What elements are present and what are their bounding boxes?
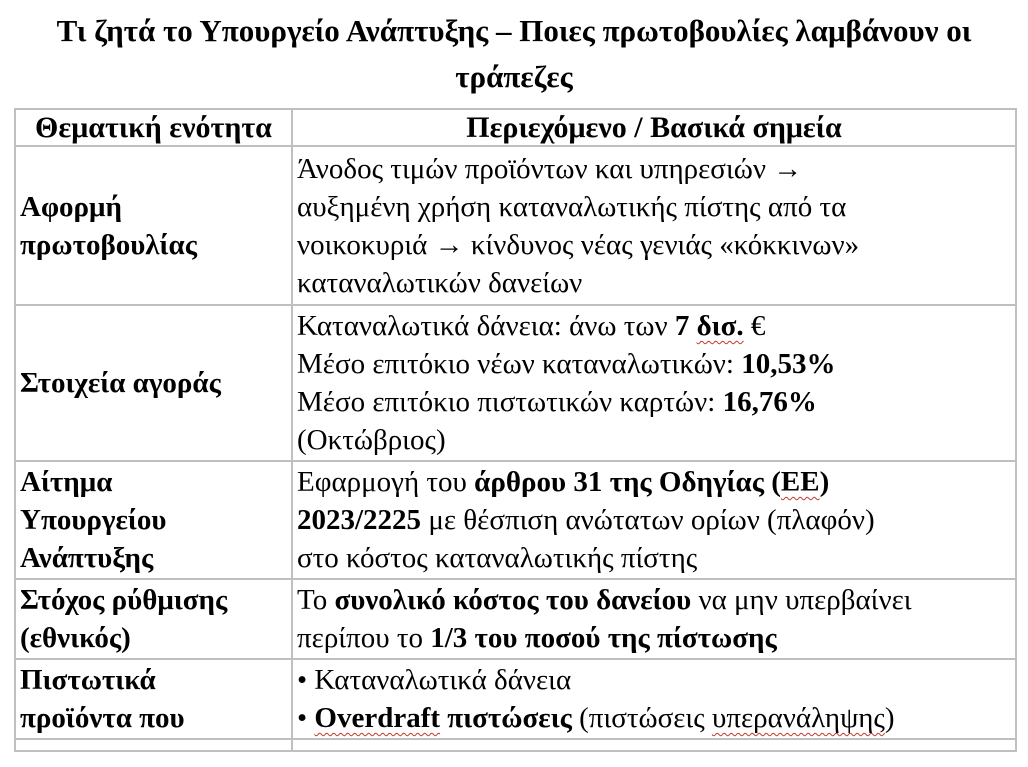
column-header-content: Περιεχόμενο / Βασικά σημεία — [292, 109, 1016, 146]
topic-cell — [15, 579, 292, 659]
table-row — [15, 461, 1016, 579]
table-header-row — [15, 109, 1016, 146]
text-segment: ) — [819, 466, 830, 498]
content-line — [297, 264, 1011, 302]
topic-cell — [15, 305, 292, 461]
content-line — [297, 539, 1011, 577]
text-segment: με θέσπιση ανώτατων ορίων (πλαφόν) — [421, 504, 875, 536]
text-segment: περίπου το — [297, 622, 431, 654]
topic-line: Στοιχεία αγοράς — [20, 367, 221, 399]
table-row — [15, 305, 1016, 461]
content-line — [297, 501, 1011, 539]
text-segment: ΕΕ — [780, 466, 820, 498]
content-line — [297, 661, 1011, 699]
content-cell — [292, 739, 1016, 751]
table-row — [15, 739, 1016, 751]
text-segment: 1/3 του ποσού της πίστωσης — [430, 622, 777, 654]
topic-cell — [15, 739, 292, 751]
text-segment: να μην υπερβαίνει — [691, 584, 912, 616]
topic-line: Πιστωτικά — [20, 664, 156, 696]
column-header-topic: Θεματική ενότητα — [15, 109, 292, 146]
topic-line: Αίτημα — [20, 466, 113, 498]
text-segment: Άνοδος τιμών προϊόντων και υπηρεσιών → — [297, 152, 803, 185]
text-segment: 16,76% — [722, 386, 817, 418]
topic-line: προϊόντα που — [20, 702, 185, 734]
topic-line: Στόχος ρύθμισης — [20, 584, 228, 616]
text-segment: άρθρου 31 της Οδηγίας ( — [474, 466, 781, 498]
content-cell — [292, 305, 1016, 461]
content-line — [297, 463, 1011, 501]
text-segment: € — [743, 310, 766, 342]
text-segment: Καταναλωτικά δάνεια: άνω των — [297, 310, 675, 342]
content-line — [297, 383, 1011, 421]
text-segment: καταναλωτικών δανείων — [297, 266, 583, 299]
text-segment: υπερανάληψης — [711, 702, 885, 734]
text-segment: Το — [297, 584, 335, 616]
document-body — [0, 8, 1028, 752]
text-segment: (Οκτώβριος) — [297, 424, 446, 456]
content-line — [297, 699, 1011, 737]
summary-table — [14, 108, 1017, 752]
table-row — [15, 579, 1016, 659]
content-cell — [292, 579, 1016, 659]
topic-line: πρωτοβουλίας — [20, 228, 197, 261]
topic-line: (εθνικός) — [20, 622, 131, 654]
text-segment: συνολικό κόστος του δανείου — [334, 584, 692, 616]
text-segment: 2023/2225 — [297, 504, 422, 536]
content-cell — [292, 146, 1016, 305]
text-segment: • — [297, 702, 315, 734]
text-segment: αυξημένη χρήση καταναλωτικής πίστης από τα — [297, 190, 847, 223]
content-line — [297, 150, 1011, 188]
text-segment: Overdraft — [314, 702, 441, 734]
topic-cell — [15, 659, 292, 739]
text-segment: ) — [884, 702, 895, 734]
text-segment: Μέσο επιτόκιο νέων καταναλωτικών: — [297, 348, 742, 380]
content-line — [297, 188, 1011, 226]
table-row — [15, 146, 1016, 305]
text-segment: νοικοκυριά → κίνδυνος νέας γενιάς «κόκκινων» — [297, 228, 860, 261]
content-cell — [292, 659, 1016, 739]
text-segment: 7 — [674, 310, 697, 342]
content-line — [297, 226, 1011, 264]
table-body — [15, 146, 1016, 751]
text-segment: Μέσο επιτόκιο πιστωτικών καρτών: — [297, 386, 723, 418]
topic-line: Αφορμή — [20, 190, 122, 223]
text-segment: δισ. — [696, 310, 744, 342]
topic-line: Ανάπτυξης — [20, 542, 154, 574]
topic-line: Υπουργείου — [20, 504, 167, 536]
document-page — [0, 8, 1028, 767]
topic-cell — [15, 461, 292, 579]
text-segment: • Καταναλωτικά δάνεια — [297, 664, 572, 696]
text-segment: Εφαρμογή του — [297, 466, 475, 498]
page-title: Τι ζητά το Υπουργείο Ανάπτυξης – Ποιες πρωτοβουλίες λαμβάνουν οι τράπεζες — [56, 13, 972, 94]
content-line — [297, 345, 1011, 383]
topic-cell — [15, 146, 292, 305]
text-segment: πιστώσεις — [440, 702, 572, 734]
content-cell — [292, 461, 1016, 579]
content-line — [297, 307, 1011, 345]
text-segment: στο κόστος καταναλωτικής πίστης — [297, 542, 698, 574]
content-line — [297, 581, 1011, 619]
text-segment: 10,53% — [741, 348, 836, 380]
content-line — [297, 421, 1011, 459]
table-row — [15, 659, 1016, 739]
content-line — [297, 619, 1011, 657]
text-segment: (πιστώσεις — [571, 702, 712, 734]
